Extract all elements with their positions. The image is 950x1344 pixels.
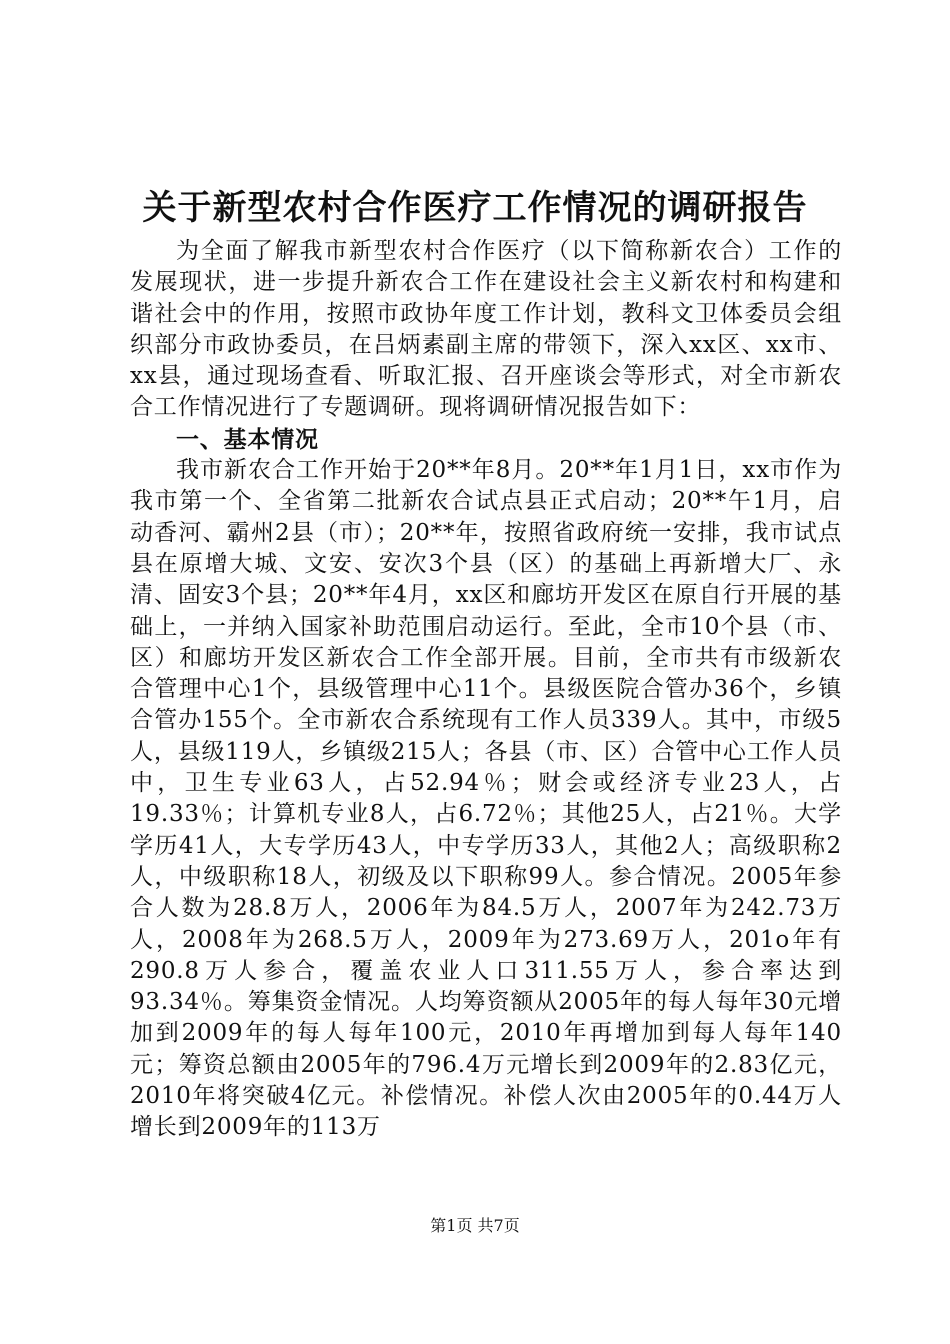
- intro-paragraph: 为全面了解我市新型农村合作医疗（以下简称新农合）工作的发展现状，进一步提升新农合工作在建设社会主义新农村和构建和谐社会中的作用，按照市政协年度工作计划，教科文卫体委员会组织部分市政协委员，在吕炳素副主席的带领下，深入xx区、xx市、xx县，通过现场查看、听取汇报、召开座谈会等形式，对全市新农合工作情况进行了专题调研。现将调研情况报告如下：: [130, 238, 842, 421]
- document-title: 关于新型农村合作医疗工作情况的调研报告: [142, 188, 808, 228]
- section-heading: 一、基本情况: [176, 425, 319, 453]
- page-footer: 第1页 共7页: [430, 1216, 520, 1235]
- document-body: [130, 236, 842, 1144]
- section-paragraph: 我市新农合工作开始于20**年8月。20**年1月1日，xx市作为我市第一个、全省第二批新农合试点县正式启动；20**午1月，启动香河、霸州2县（市）；20**年，按照省政府统一安排，我市试点县在原增大城、文安、安次3个县（区）的基础上再新增大厂、永清、固安3个县；20**年4月，xx区和廊坊开发区在原自行开展的基础上，一并纳入国家补助范围启动运行。至此，全市10个县（市、区）和廊坊开发区新农合工作全部开展。目前，全市共有市级新农合管理中心1个，县级管理中心11个。县级医院合管办36个，乡镇合管办155个。全市新农合系统现有工作人员339人。其中，市级5人，县级119人，乡镇级215人；各县（市、区）合管中心工作人员中，卫生专业63人，占52.94％；财会或经济专业23人，占19.33％；计算机专业8人，占6.72％；其他25人，占21％。大学学历41人，大专学历43人，中专学历33人，其他2人；高级职称2人，中级职称18人，初级及以下职称99人。参合情况。2005年参合人数为28.8万人，2006年为84.5万人，2007年为242.73万人，2008年为268.5万人，2009年为273.69万人，201o年有290.8万人参合，覆盖农业人口311.55万人，参合率达到93.34％。筹集资金情况。人均筹资额从2005年的每人每年30元增加到2009年的每人每年100元，2010年再增加到每人每年140元；筹资总额由2005年的796.4万元增长到2009年的2.83亿元，2010年将突破4亿元。补偿情况。补偿人次由2005年的0.44万人增长到2009年的113万: [130, 457, 842, 1141]
